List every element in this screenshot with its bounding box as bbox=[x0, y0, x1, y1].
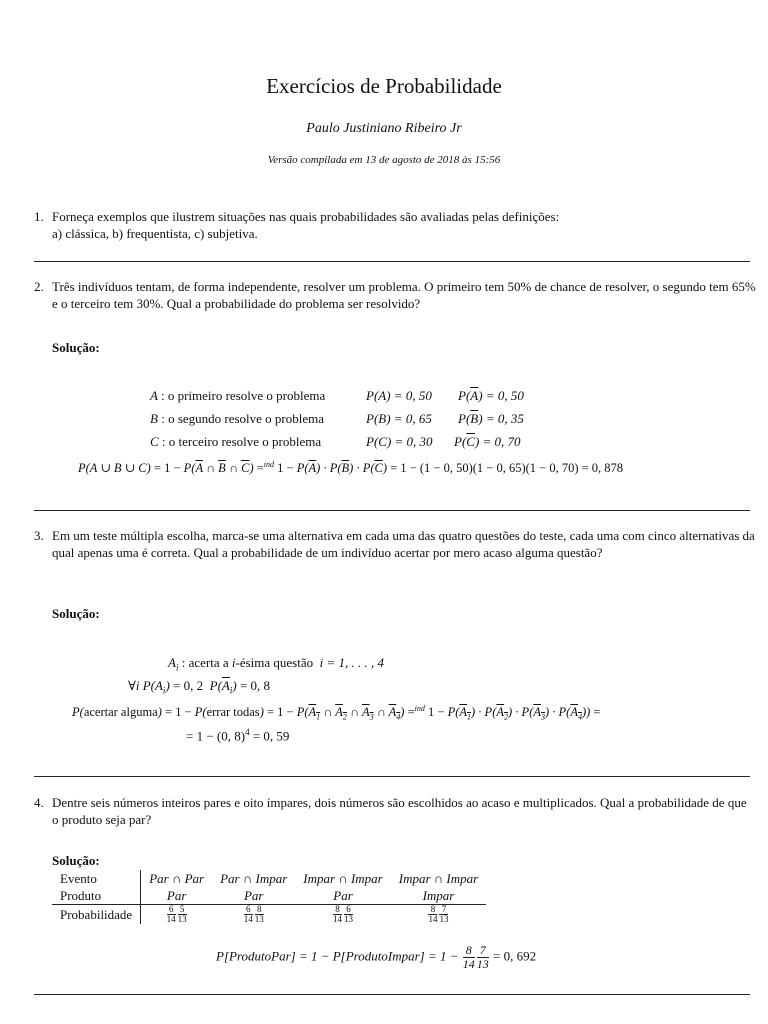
final-equation: P[ProdutoPar] = 1 − P[ProdutoImpar] = 1 − $\frac{8}{14}$ $\frac{7}{13}$ = 0, 692 bbox=[216, 943, 537, 971]
document-title: Exercícios de Probabilidade bbox=[266, 74, 502, 98]
question-text: Em um teste múltipla escolha, marca-se uma alternativa em cada uma das quatro questões do teste, cada uma com cinco alternativas da qual apenas uma é correta. Qual a probabilidade de um indivíduo acertar por mero acaso alguma questão? bbox=[52, 528, 755, 560]
table-row bbox=[52, 870, 486, 887]
table-cell: Impar bbox=[422, 887, 455, 903]
complement-equation: P(acertar alguma) = 1 − P(errar todas) = $1 - P(A_1$ ∩ $A_2$ ∩ $A_3$ ∩ $A_4) =^{ind}$ $1 - P(A_1) \cdot P(A_2) \cdot P(A_3) \cdot P(A_4)$) = bbox=[72, 704, 601, 722]
section-divider bbox=[34, 261, 750, 262]
table-cell: Impar ∩ Impar bbox=[303, 870, 383, 886]
solution-label: Solução: bbox=[52, 853, 100, 868]
equation-prob-complement: $P(\overline{B}) = 0$, 35 bbox=[458, 411, 524, 426]
solution-label: Solução: bbox=[52, 340, 100, 355]
table-row bbox=[52, 905, 486, 925]
author-name: Paulo Justiniano Ribeiro Jr bbox=[306, 121, 462, 136]
table-cell: $\frac{6}{14}$ $\frac{8}{13}$ bbox=[212, 905, 295, 925]
version-line: Versão compilada em 13 de agosto de 2018 às 15:56 bbox=[267, 154, 501, 166]
event-definition: $A_i$ : acerta a i-ésima questão i = 1, . . . , 4 bbox=[168, 655, 385, 673]
question-number: 4. bbox=[34, 795, 44, 810]
equation-prob: P(B) = 0, 65 bbox=[366, 411, 432, 426]
table-cell: $\frac{8}{14}$ $\frac{7}{13}$ bbox=[391, 905, 486, 925]
question-text: Forneça exemplos que ilustrem situações nas quais probabilidades são avaliadas pelas definições: bbox=[52, 209, 560, 224]
question-number: 1. bbox=[34, 209, 44, 224]
table-cell: $\frac{6}{14}$ $\frac{5}{13}$ bbox=[141, 905, 212, 925]
table-cell: Impar ∩ Impar bbox=[398, 870, 479, 886]
result-line: = 1 − (0, 8)$^4$ = 0, 59 bbox=[186, 727, 290, 744]
event-table bbox=[52, 870, 486, 924]
section-divider bbox=[34, 994, 750, 995]
question-text: a) clássica, b) frequentista, c) subjetiva. bbox=[52, 226, 258, 241]
table-cell: Par bbox=[333, 887, 353, 903]
question-2 bbox=[34, 278, 756, 312]
table-cell: $\frac{8}{14}$ $\frac{6}{13}$ bbox=[295, 905, 390, 925]
table-row bbox=[52, 887, 486, 905]
table-cell: Par bbox=[166, 887, 187, 903]
row-label: Produto bbox=[52, 887, 141, 905]
solution-label: Solução: bbox=[52, 606, 100, 621]
equation-row: A : o primeiro resolve o problema bbox=[150, 388, 326, 403]
question-number: 2. bbox=[34, 279, 44, 294]
row-label: Evento bbox=[52, 870, 141, 887]
table-cell: Par ∩ Impar bbox=[220, 870, 288, 886]
equation-row: B : o segundo resolve o problema bbox=[150, 411, 325, 426]
table-cell: Par ∩ Par bbox=[149, 870, 205, 886]
equation-prob-complement: $P(\overline{A}) = 0$, 50 bbox=[458, 388, 524, 403]
section-divider bbox=[34, 776, 750, 777]
equation-prob: P(C) = 0, 30 bbox=[366, 434, 433, 449]
question-number: 3. bbox=[34, 528, 44, 543]
table-cell: Par bbox=[243, 887, 264, 903]
equation-row: C : o terceiro resolve o problema bbox=[150, 434, 322, 449]
section-divider bbox=[34, 510, 750, 511]
question-1 bbox=[34, 208, 756, 242]
question-text: Dentre seis números inteiros pares e oito ímpares, dois números são escolhidos ao acaso e multiplicados. Qual a probabilidade de que o produto seja par? bbox=[52, 795, 747, 827]
equation-prob: P(A) = 0, 50 bbox=[366, 388, 432, 403]
equation-prob-complement: $P(\overline{C}) = 0$, 70 bbox=[454, 434, 521, 449]
question-4 bbox=[34, 794, 756, 828]
union-equation: P(A ∪ B ∪ $C) = 1 - P(\overline{A}$ ∩ $\overline{B}$ ∩ $\overline{C}) =^{ind}$ $1 - P(\overline{A}) \cdot P(\overline{B}) \cdot P(\overline{C}) = 1 - (1 - 0$, 50)(1 − 0, 65)(1 − 0, 70) = 0, 878 bbox=[78, 460, 624, 476]
question-3 bbox=[34, 527, 756, 561]
event-probabilities: ∀i $P(A_i) = 0$, 2 $P(\overline{A}_i) = 0$, 8 bbox=[128, 678, 271, 696]
row-label: Probabilidade bbox=[52, 905, 141, 925]
question-text: Três indivíduos tentam, de forma independente, resolver um problema. O primeiro tem 50% de chance de resolver, o segundo tem 65% e o terceiro tem 30%. Qual a probabilidade do problema ser resolvido? bbox=[52, 279, 756, 311]
